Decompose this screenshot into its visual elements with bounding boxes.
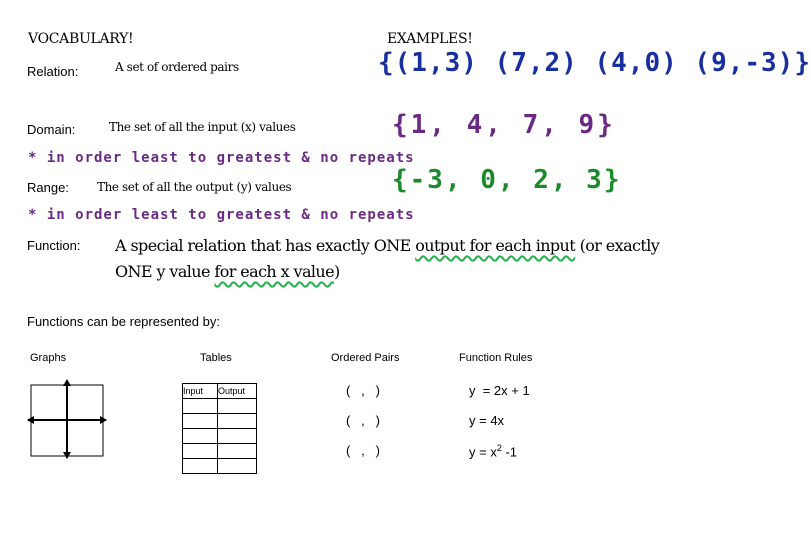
function-rule-1: y = 2x + 1 <box>469 383 530 398</box>
examples-header: EXAMPLES! <box>387 31 473 47</box>
column-ordered-pairs: Ordered Pairs <box>331 352 400 364</box>
coordinate-plane-icon <box>27 379 107 459</box>
domain-term: Domain: <box>27 122 76 137</box>
range-definition: The set of all the output (y) values <box>97 180 292 194</box>
ordered-pair-3: ( , ) <box>346 443 380 458</box>
function-rule-3: $y = x^2$ -1 <box>469 443 518 460</box>
relation-example: {(1,3) (7,2) (4,0) (9,-3)} <box>378 48 811 78</box>
function-rule-2: y = 4x <box>469 413 505 428</box>
representations-intro: Functions can be represented by: <box>27 314 220 329</box>
function-term: Function: <box>27 238 81 253</box>
function-definition-line2: ONE y value for each x value) <box>115 262 340 281</box>
input-output-table <box>182 383 257 474</box>
ordered-pair-2: ( , ) <box>346 413 380 428</box>
relation-term: Relation: <box>27 64 79 79</box>
range-example: {-3, 0, 2, 3} <box>392 165 622 195</box>
domain-example: {1, 4, 7, 9} <box>392 110 616 140</box>
column-graphs: Graphs <box>30 352 67 364</box>
function-definition-line1: A special relation that has exactly ONE output for each input (or exactly <box>115 236 660 255</box>
range-note: * in order least to greatest & no repeats <box>28 207 415 223</box>
domain-definition: The set of all the input (x) values <box>109 120 296 134</box>
vocabulary-header: VOCABULARY! <box>28 31 134 47</box>
domain-note: * in order least to greatest & no repeats <box>28 150 415 166</box>
column-tables: Tables <box>200 352 232 364</box>
table-header-input: Input <box>183 384 218 399</box>
output-for-each-input-underline: output for each input <box>415 236 576 255</box>
column-function-rules: Function Rules <box>459 352 533 364</box>
relation-definition: A set of ordered pairs <box>115 60 239 74</box>
table-header-output: Output <box>218 384 257 399</box>
for-each-x-value-underline: for each x value <box>214 262 335 281</box>
ordered-pair-1: ( , ) <box>346 383 380 398</box>
range-term: Range: <box>27 180 69 195</box>
